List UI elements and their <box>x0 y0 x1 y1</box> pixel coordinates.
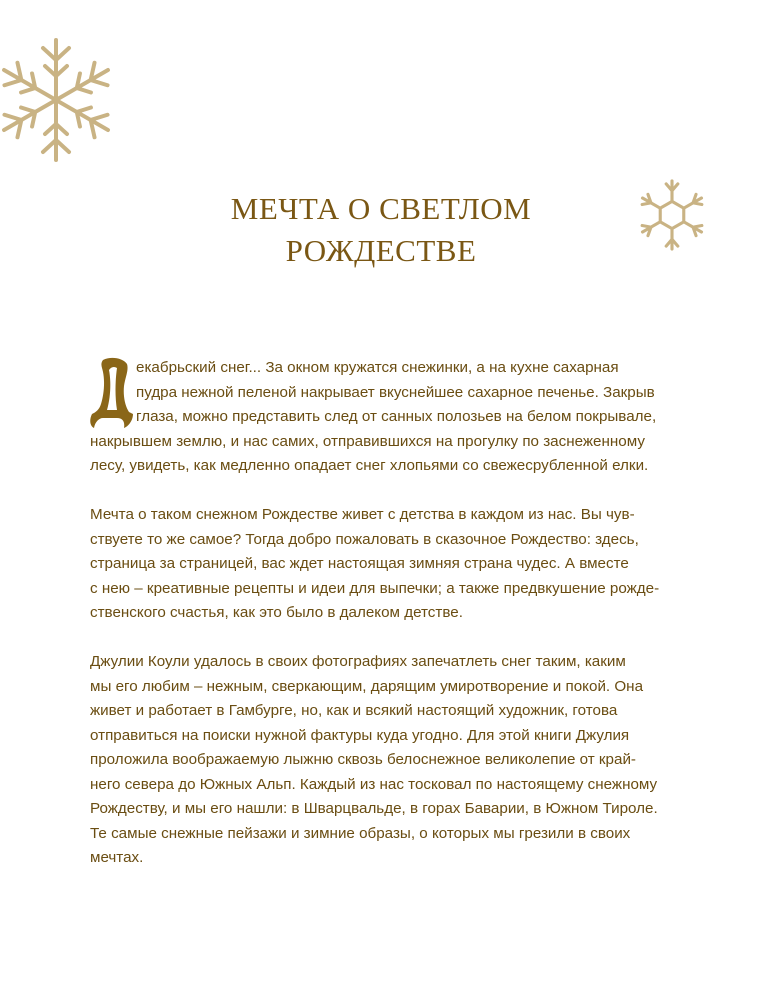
text-line: Джулии Коули удалось в своих фотографиях запечатлеть снег таким, каким <box>90 653 626 670</box>
text-line: мечтах. <box>90 849 144 866</box>
paragraph-3 <box>90 650 680 871</box>
text-line: глаза, можно представить след от санных полозьев на белом покрывале, <box>136 408 657 425</box>
text-line: Мечта о таком снежном Рождестве живет с детства в каждом из нас. Вы чув- <box>90 506 635 523</box>
paragraph-1 <box>90 356 680 479</box>
text-line: живет и работает в Гамбурге, но, как и всякий настоящий художник, готова <box>90 702 618 719</box>
text-line: отправиться на поиски нужной фактуры куда угодно. Для этой книги Джулия <box>90 726 630 744</box>
snowflake-icon <box>0 38 112 162</box>
text-line: лесу, увидеть, как медленно опадает снег хлопьями со свежесрубленной елки. <box>90 457 649 474</box>
text-line: ствуете то же самое? Тогда добро пожаловать в сказочное Рождество: здесь, <box>90 530 639 548</box>
text-line: накрывшем землю, и нас самих, отправившихся на прогулку по заснеженному <box>90 432 645 450</box>
article-body <box>90 356 680 895</box>
page-title <box>0 188 762 272</box>
text-line: проложила воображаемую лыжню сквозь белоснежное великолепие от край- <box>90 751 636 768</box>
paragraph-2 <box>90 503 680 626</box>
text-line: с нею – креативные рецепты и идеи для выпечки; а также предвкушение рожде- <box>90 579 660 597</box>
text-line: Рождеству, и мы его нашли: в Шварцвальде, в горах Баварии, в Южном Тироле. <box>90 800 658 817</box>
text-line: него севера до Южных Альп. Каждый из нас тосковал по настоящему снежному <box>90 775 658 793</box>
text-line: екабрьский снег... За окном кружатся снежинки, а на кухне сахарная <box>136 359 619 376</box>
text-line: страница за страницей, вас ждет настоящая зимняя страна чудес. А вместе <box>90 555 629 572</box>
text-line: Те самые снежные пейзажи и зимние образы, о которых мы грезили в своих <box>90 824 631 842</box>
title-line-2: РОЖДЕСТВЕ <box>285 233 477 268</box>
text-line: мы его любим – нежным, сверкающим, дарящим умиротворение и покой. Она <box>90 677 644 695</box>
text-line: ственского счастья, как это было в далеком детстве. <box>90 604 463 621</box>
dropcap-letter-d <box>89 356 135 430</box>
title-line-1: МЕЧТА О СВЕТЛОМ <box>230 191 532 226</box>
text-line: пудра нежной пеленой накрывает вкуснейшее сахарное печенье. Закрыв <box>136 383 655 401</box>
